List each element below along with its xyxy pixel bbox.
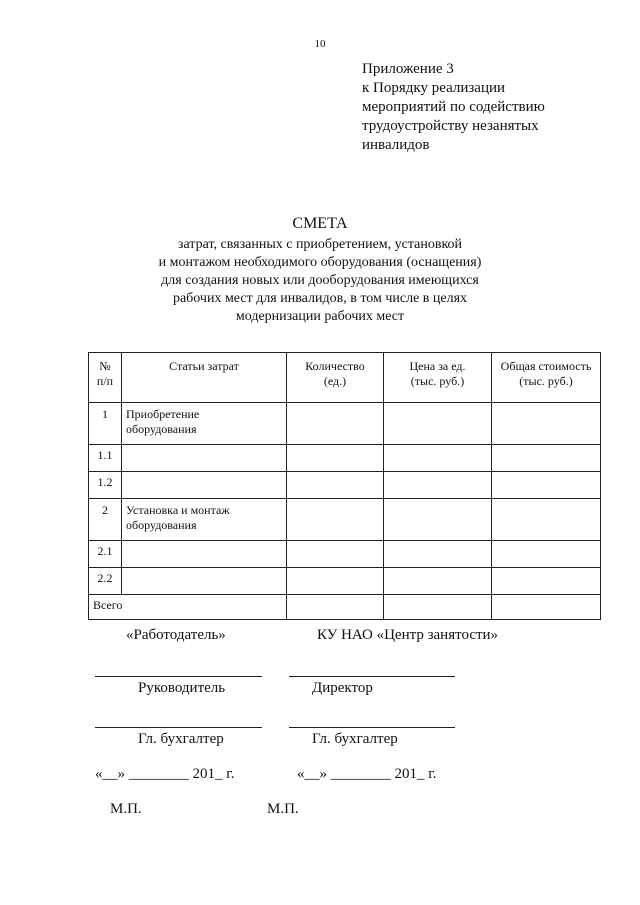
row-num: 2 <box>89 499 122 541</box>
row-item[interactable] <box>122 568 287 595</box>
subtitle-line: затрат, связанных с приобретением, установкой <box>177 237 463 252</box>
center-accountant-label: Гл. бухгалтер <box>312 731 398 747</box>
cost-estimate-table <box>88 352 601 620</box>
header-total-cost: Общая стоимость (тыс. руб.) <box>492 353 601 403</box>
table-header-row <box>89 353 601 403</box>
table-row <box>89 568 601 595</box>
table-row <box>89 499 601 541</box>
appendix-line: мероприятий по содействию <box>362 99 545 115</box>
table-row <box>89 472 601 499</box>
appendix-line: инвалидов <box>362 137 430 153</box>
row-quantity[interactable] <box>287 403 384 445</box>
row-quantity[interactable] <box>287 445 384 472</box>
row-total-cost[interactable] <box>492 403 601 445</box>
subtitle-line: и монтажом необходимого оборудования (оснащения) <box>158 255 482 270</box>
center-director-label: Директор <box>312 680 373 696</box>
total-label: Всего <box>89 595 287 620</box>
employer-label: «Работодатель» <box>126 627 226 643</box>
table-row <box>89 445 601 472</box>
header-unit-price: Цена за ед. (тыс. руб.) <box>384 353 492 403</box>
row-total-cost[interactable] <box>492 499 601 541</box>
subtitle-line: для создания новых или дооборудования имеющихся <box>161 273 479 288</box>
employer-date-field[interactable]: «__» ________ 201_ г. <box>95 766 235 782</box>
center-stamp-place: М.П. <box>267 801 299 817</box>
document-title: СМЕТА <box>292 215 348 232</box>
row-total-cost[interactable] <box>492 472 601 499</box>
row-item[interactable] <box>122 445 287 472</box>
row-quantity[interactable] <box>287 568 384 595</box>
center-accountant-signature-line[interactable] <box>289 727 455 728</box>
subtitle-line: модернизации рабочих мест <box>235 309 405 324</box>
employer-accountant-signature-line[interactable] <box>95 727 262 728</box>
row-quantity[interactable] <box>287 499 384 541</box>
appendix-line: Приложение 3 <box>362 61 454 77</box>
center-director-signature-line[interactable] <box>289 676 455 677</box>
total-quantity[interactable] <box>287 595 384 620</box>
table-total-row <box>89 595 601 620</box>
row-unit-price[interactable] <box>384 445 492 472</box>
header-num: № п/п <box>89 353 122 403</box>
employment-center-label: КУ НАО «Центр занятости» <box>317 627 499 643</box>
row-unit-price[interactable] <box>384 403 492 445</box>
row-item: Приобретение оборудования <box>122 403 287 445</box>
header-item: Статьи затрат <box>122 353 287 403</box>
row-unit-price[interactable] <box>384 499 492 541</box>
page-number: 10 <box>314 38 326 50</box>
row-num: 1.2 <box>89 472 122 499</box>
table-row <box>89 541 601 568</box>
employer-stamp-place: М.П. <box>110 801 142 817</box>
row-item[interactable] <box>122 541 287 568</box>
row-total-cost[interactable] <box>492 568 601 595</box>
row-num: 2.2 <box>89 568 122 595</box>
employer-head-signature-line[interactable] <box>95 676 262 677</box>
row-num: 1.1 <box>89 445 122 472</box>
center-date-field[interactable]: «__» ________ 201_ г. <box>297 766 437 782</box>
table-row <box>89 403 601 445</box>
row-unit-price[interactable] <box>384 472 492 499</box>
total-unit-price[interactable] <box>384 595 492 620</box>
appendix-line: к Порядку реализации <box>362 80 506 96</box>
document-subtitle <box>0 236 640 326</box>
employer-accountant-label: Гл. бухгалтер <box>138 731 224 747</box>
row-item[interactable] <box>122 472 287 499</box>
employer-head-label: Руководитель <box>138 680 226 696</box>
row-item: Установка и монтаж оборудования <box>122 499 287 541</box>
row-total-cost[interactable] <box>492 541 601 568</box>
appendix-reference <box>362 60 545 155</box>
row-num: 2.1 <box>89 541 122 568</box>
row-quantity[interactable] <box>287 472 384 499</box>
total-cost[interactable] <box>492 595 601 620</box>
row-unit-price[interactable] <box>384 568 492 595</box>
subtitle-line: рабочих мест для инвалидов, в том числе в целях <box>172 291 468 306</box>
appendix-line: трудоустройству незанятых <box>362 118 539 134</box>
row-num: 1 <box>89 403 122 445</box>
header-quantity: Количество (ед.) <box>287 353 384 403</box>
row-unit-price[interactable] <box>384 541 492 568</box>
row-total-cost[interactable] <box>492 445 601 472</box>
row-quantity[interactable] <box>287 541 384 568</box>
